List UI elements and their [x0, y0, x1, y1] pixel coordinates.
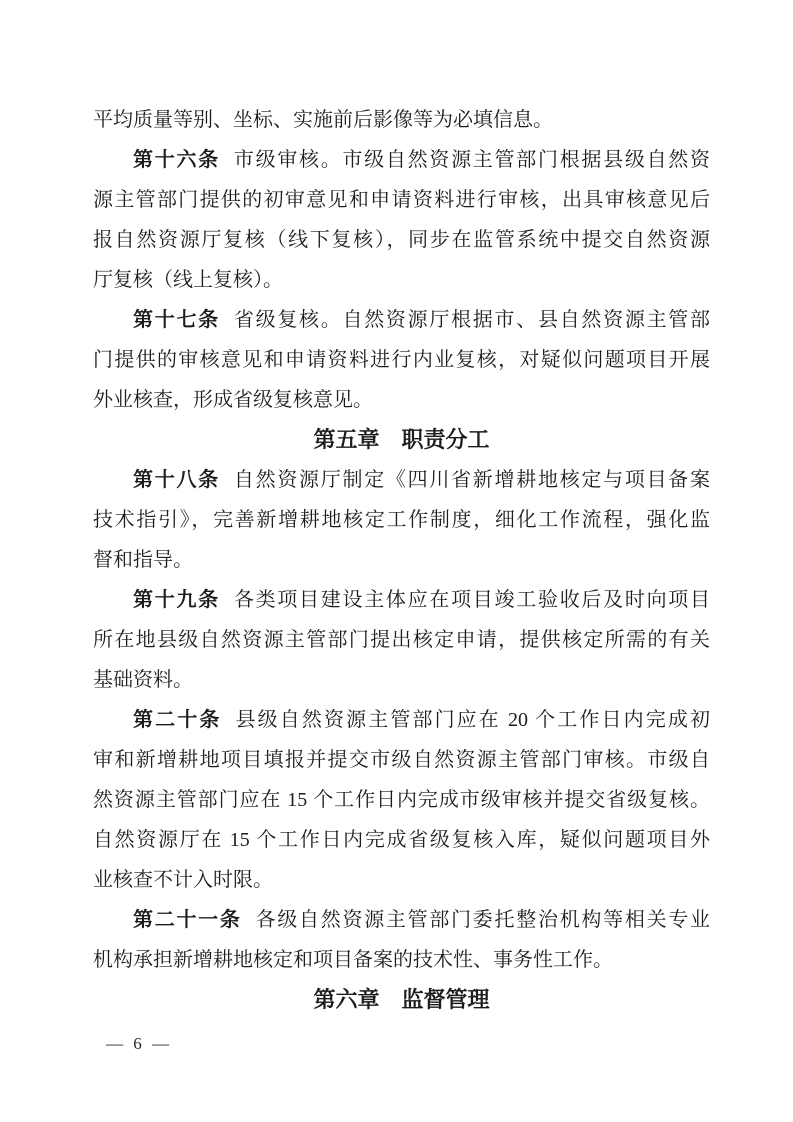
text-line	[93, 820, 710, 860]
line-text: 厅复核（线上复核）。	[93, 269, 283, 291]
text-line	[93, 340, 710, 380]
text-line	[93, 380, 710, 420]
line-text: 报自然资源厅复核（线下复核），同步在监管系统中提交自然资源	[93, 229, 710, 251]
article-line-16	[93, 140, 710, 180]
line-text: 市级审核。市级自然资源主管部门根据县级自然资	[233, 149, 711, 171]
line-text: 机构承担新增耕地核定和项目备案的技术性、事务性工作。	[93, 949, 613, 971]
text-line	[93, 620, 710, 660]
article-line-20	[93, 700, 710, 740]
line-text: 源主管部门提供的初审意见和申请资料进行审核，出具审核意见后	[93, 189, 710, 211]
line-text: 然资源主管部门应在 15 个工作日内完成市级审核并提交省级复核。	[93, 789, 710, 811]
line-text: 外业核查，形成省级复核意见。	[93, 389, 373, 411]
text-line	[93, 740, 710, 780]
text-line	[93, 100, 710, 140]
article-line-17	[93, 300, 710, 340]
line-text: 各类项目建设主体应在项目竣工验收后及时向项目	[233, 589, 711, 611]
line-text: 技术指引》，完善新增耕地核定工作制度，细化工作流程，强化监	[93, 509, 710, 531]
article-number: 第十八条	[133, 469, 220, 491]
text-line	[93, 860, 710, 900]
line-text: 省级复核。自然资源厅根据市、县自然资源主管部	[233, 309, 711, 331]
line-text: 县级自然资源主管部门应在 20 个工作日内完成初	[235, 709, 711, 731]
article-line-18	[93, 460, 710, 500]
line-text: 各级自然资源主管部门委托整治机构等相关专业	[255, 909, 711, 931]
article-line-19	[93, 580, 710, 620]
line-text: 基础资料。	[93, 669, 193, 691]
text-line	[93, 180, 710, 220]
line-text: 平均质量等别、坐标、实施前后影像等为必填信息。	[93, 109, 553, 131]
article-line-21	[93, 900, 710, 940]
line-text: 自然资源厅在 15 个工作日内完成省级复核入库，疑似问题项目外	[93, 829, 710, 851]
text-line	[93, 660, 710, 700]
article-number: 第十九条	[133, 589, 220, 611]
line-text: 审和新增耕地项目填报并提交市级自然资源主管部门审核。市级自	[93, 749, 710, 771]
text-line	[93, 780, 710, 820]
chapter-heading-6: 第六章 监督管理	[313, 987, 490, 1012]
text-line	[93, 500, 710, 540]
line-text: 自然资源厅制定《四川省新增耕地核定与项目备案	[233, 469, 711, 491]
line-text: 门提供的审核意见和申请资料进行内业复核，对疑似问题项目开展	[93, 349, 710, 371]
document-body	[93, 100, 710, 1020]
line-text: 所在地县级自然资源主管部门提出核定申请，提供核定所需的有关	[93, 629, 710, 651]
text-line	[93, 540, 710, 580]
text-line	[93, 220, 710, 260]
article-number: 第二十一条	[133, 909, 242, 931]
line-text: 业核查不计入时限。	[93, 869, 273, 891]
article-number: 第十六条	[133, 149, 220, 171]
article-number: 第十七条	[133, 309, 220, 331]
text-line	[93, 260, 710, 300]
article-number: 第二十条	[133, 709, 222, 731]
text-line	[93, 940, 710, 980]
line-text: 督和指导。	[93, 549, 193, 571]
chapter-heading-5: 第五章 职责分工	[313, 427, 490, 452]
page-number: — 6 —	[106, 1034, 172, 1053]
